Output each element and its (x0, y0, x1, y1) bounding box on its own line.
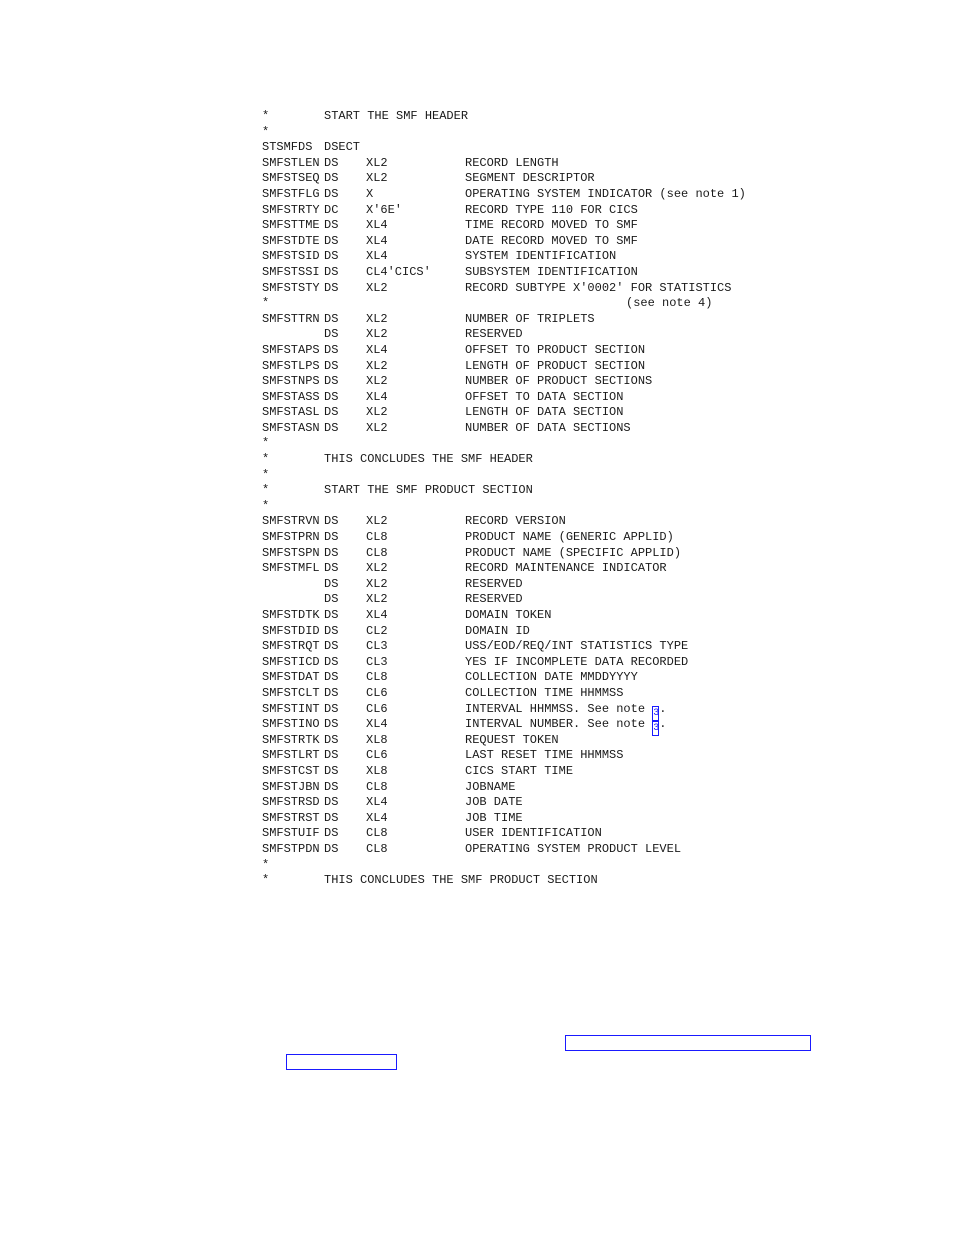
operand: XL4 (366, 218, 388, 233)
description-tail: . (659, 717, 667, 732)
operand: CL6 (366, 748, 388, 763)
field-description (465, 171, 595, 187)
operation-code: DS (324, 545, 339, 560)
field-label: SMFSTINO (262, 717, 320, 732)
operation-code: DS (324, 732, 339, 747)
operation-code: DS (324, 826, 339, 841)
operand: XL8 (366, 732, 388, 747)
operation-code: DS (324, 155, 339, 170)
field-description (465, 655, 688, 671)
operand: XL2 (366, 514, 388, 529)
field-description (465, 826, 602, 842)
description-text: LENGTH OF PRODUCT SECTION (465, 358, 646, 373)
operand: XL2 (366, 171, 388, 186)
note-reference-link[interactable]: 3 (653, 707, 660, 719)
description-text: DATE RECORD MOVED TO SMF (465, 233, 638, 248)
field-label: SMFSTSEQ (262, 171, 320, 186)
operand: CL8 (366, 826, 388, 841)
field-label: * (262, 124, 270, 139)
field-label: SMFSTTRN (262, 311, 320, 326)
operation-code: DS (324, 748, 339, 763)
operation-code: DS (324, 717, 339, 732)
comment-continuation: (see note 4) (626, 296, 713, 311)
operation-code: DS (324, 358, 339, 373)
operation-code: DS (324, 592, 339, 607)
field-label: STSMFDS (262, 140, 313, 155)
cross-reference-link-continuation[interactable] (286, 1054, 397, 1070)
field-label: SMFSTDID (262, 623, 320, 638)
operation-code: DS (324, 420, 339, 435)
operation-code: DS (324, 327, 339, 342)
field-label: SMFSTASS (262, 389, 320, 404)
field-label: SMFSTSTY (262, 280, 320, 295)
field-label: SMFSTLRT (262, 748, 320, 763)
field-label: SMFSTTME (262, 218, 320, 233)
operand: XL2 (366, 374, 388, 389)
field-label: * (262, 467, 270, 482)
description-text: USER IDENTIFICATION (465, 826, 602, 841)
comment-text: THIS CONCLUDES THE SMF HEADER (324, 452, 533, 467)
field-label: SMFSTPRN (262, 530, 320, 545)
field-label: SMFSTASN (262, 420, 320, 435)
description-text: RESERVED (465, 592, 523, 607)
field-description (465, 281, 731, 297)
operation-code: DS (324, 841, 339, 856)
operation-code: DS (324, 264, 339, 279)
description-text: SYSTEM IDENTIFICATION (465, 249, 617, 264)
description-text: OFFSET TO DATA SECTION (465, 389, 624, 404)
description-text: OPERATING SYSTEM INDICATOR (see note 1) (465, 186, 746, 201)
operand: CL3 (366, 639, 388, 654)
field-label: * (262, 436, 270, 451)
description-text: NUMBER OF PRODUCT SECTIONS (465, 374, 653, 389)
field-description (465, 390, 623, 406)
operand: X'6E' (366, 202, 403, 217)
description-text: RECORD SUBTYPE X'0002' FOR STATISTICS (465, 280, 732, 295)
operation-code: DS (324, 779, 339, 794)
field-label: SMFSTDAT (262, 670, 320, 685)
operation-code: DS (324, 670, 339, 685)
field-label: SMFSTSPN (262, 545, 320, 560)
cross-reference-link[interactable] (565, 1035, 811, 1051)
note-reference-link[interactable]: 3 (653, 723, 660, 735)
field-label: * (262, 857, 270, 872)
operation-code: DS (324, 218, 339, 233)
operand: XL2 (366, 155, 388, 170)
description-text: CICS START TIME (465, 763, 574, 778)
operand: XL2 (366, 420, 388, 435)
field-description (465, 374, 652, 390)
operand: CL6 (366, 701, 388, 716)
field-label: SMFSTLEN (262, 155, 320, 170)
field-description (465, 686, 623, 702)
field-description (465, 343, 645, 359)
field-label: SMFSTLPS (262, 358, 320, 373)
operand: XL2 (366, 311, 388, 326)
operation-code: DS (324, 311, 339, 326)
operand: XL4 (366, 233, 388, 248)
field-label: * (262, 483, 270, 498)
field-label: SMFSTRTK (262, 732, 320, 747)
field-label: SMFSTRTY (262, 202, 320, 217)
description-text: NUMBER OF DATA SECTIONS (465, 420, 631, 435)
field-description (465, 546, 681, 562)
field-description (465, 811, 523, 827)
operand: XL8 (366, 763, 388, 778)
field-label: * (262, 452, 270, 467)
operation-code: DS (324, 810, 339, 825)
field-description (465, 795, 523, 811)
description-text: DOMAIN ID (465, 623, 530, 638)
field-description (465, 748, 623, 764)
operand: XL4 (366, 717, 388, 732)
field-label: SMFSTFLG (262, 186, 320, 201)
field-description (465, 156, 559, 172)
description-text: REQUEST TOKEN (465, 732, 559, 747)
field-label: SMFSTSSI (262, 264, 320, 279)
field-label: * (262, 296, 270, 311)
operand: CL8 (366, 841, 388, 856)
description-text: OPERATING SYSTEM PRODUCT LEVEL (465, 841, 682, 856)
field-label: SMFSTNPS (262, 374, 320, 389)
operation-code: DS (324, 530, 339, 545)
description-text: JOBNAME (465, 779, 516, 794)
field-description (465, 187, 746, 203)
operation-code: DS (324, 685, 339, 700)
field-description (465, 327, 523, 343)
operand: CL2 (366, 623, 388, 638)
field-description (465, 764, 573, 780)
description-text: LENGTH OF DATA SECTION (465, 405, 624, 420)
description-text: PRODUCT NAME (GENERIC APPLID) (465, 530, 674, 545)
field-description (465, 312, 595, 328)
operation-code: DS (324, 623, 339, 638)
operand: XL4 (366, 342, 388, 357)
field-label: SMFSTJBN (262, 779, 320, 794)
field-description (465, 249, 616, 265)
operation-code: DS (324, 249, 339, 264)
operation-code: DS (324, 576, 339, 591)
operation-code: DS (324, 763, 339, 778)
operand: CL3 (366, 654, 388, 669)
operation-code: DS (324, 654, 339, 669)
operation-code: DS (324, 186, 339, 201)
operand: CL8 (366, 779, 388, 794)
description-text: JOB TIME (465, 810, 523, 825)
operation-code: DS (324, 342, 339, 357)
field-description (465, 265, 638, 281)
operand: XL2 (366, 280, 388, 295)
operand: XL4 (366, 389, 388, 404)
description-text: OFFSET TO PRODUCT SECTION (465, 342, 646, 357)
field-label: * (262, 498, 270, 513)
field-label: SMFSTCST (262, 763, 320, 778)
operand: XL4 (366, 249, 388, 264)
operand: XL4 (366, 795, 388, 810)
description-text: YES IF INCOMPLETE DATA RECORDED (465, 654, 689, 669)
comment-text: START THE SMF PRODUCT SECTION (324, 483, 533, 498)
operation-code: DS (324, 701, 339, 716)
description-text: COLLECTION DATE MMDDYYYY (465, 670, 638, 685)
operation-code: DS (324, 233, 339, 248)
description-text: USS/EOD/REQ/INT STATISTICS TYPE (465, 639, 689, 654)
field-label: SMFSTDTE (262, 233, 320, 248)
operand: XL2 (366, 405, 388, 420)
field-label: SMFSTPDN (262, 841, 320, 856)
field-label: SMFSTRST (262, 810, 320, 825)
description-text: PRODUCT NAME (SPECIFIC APPLID) (465, 545, 682, 560)
comment-text: THIS CONCLUDES THE SMF PRODUCT SECTION (324, 873, 598, 888)
description-tail: . (659, 701, 667, 716)
description-text: SEGMENT DESCRIPTOR (465, 171, 595, 186)
operation-code: DS (324, 514, 339, 529)
field-description (465, 624, 530, 640)
operand: XL2 (366, 358, 388, 373)
operand: CL8 (366, 670, 388, 685)
operation-code: DS (324, 171, 339, 186)
operation-code: DS (324, 795, 339, 810)
operand: XL4 (366, 608, 388, 622)
description-text: JOB DATE (465, 795, 523, 810)
field-description (465, 218, 638, 234)
field-label: SMFSTUIF (262, 826, 320, 841)
field-description (465, 203, 638, 219)
description-text: SUBSYSTEM IDENTIFICATION (465, 264, 638, 279)
field-description (465, 608, 551, 624)
field-label: SMFSTSID (262, 249, 320, 264)
field-description (465, 359, 645, 375)
operation-code: DS (324, 608, 339, 622)
operation-code: DS (324, 389, 339, 404)
field-label: SMFSTMFL (262, 561, 320, 576)
operand: XL2 (366, 327, 388, 342)
field-description (465, 639, 688, 655)
operand: CL8 (366, 530, 388, 545)
description-text: TIME RECORD MOVED TO SMF (465, 218, 638, 233)
comment-text: START THE SMF HEADER (324, 109, 469, 123)
field-description (465, 514, 566, 530)
field-description (465, 592, 523, 608)
description-text: COLLECTION TIME HHMMSS (465, 685, 624, 700)
field-label: * (262, 109, 270, 123)
description-text: LAST RESET TIME HHMMSS (465, 748, 624, 763)
operand: CL8 (366, 545, 388, 560)
field-description (465, 405, 623, 421)
operation-code: DC (324, 202, 339, 217)
field-label: SMFSTDTK (262, 608, 320, 622)
field-label: SMFSTRSD (262, 795, 320, 810)
operation-code: DS (324, 374, 339, 389)
field-description (465, 577, 523, 593)
field-description (465, 842, 681, 858)
operation-code: DS (324, 561, 339, 576)
field-label: * (262, 873, 270, 888)
field-description (465, 733, 559, 749)
operand: XL2 (366, 592, 388, 607)
field-description (465, 234, 638, 250)
field-description (465, 561, 667, 577)
description-text: RECORD VERSION (465, 514, 566, 529)
operand: XL4 (366, 810, 388, 825)
operand: CL4'CICS' (366, 264, 431, 279)
description-text: NUMBER OF TRIPLETS (465, 311, 595, 326)
field-description (465, 780, 515, 796)
description-text: RESERVED (465, 576, 523, 591)
field-label: SMFSTINT (262, 701, 320, 716)
field-label: SMFSTCLT (262, 685, 320, 700)
description-text: RECORD LENGTH (465, 155, 559, 170)
operand: X (366, 186, 374, 201)
description-text: RECORD TYPE 110 FOR CICS (465, 202, 638, 217)
description-text: RESERVED (465, 327, 523, 342)
field-description (465, 670, 638, 686)
field-label: SMFSTRVN (262, 514, 320, 529)
description-text: DOMAIN TOKEN (465, 608, 552, 622)
description-text: INTERVAL HHMMSS. See note (465, 701, 653, 716)
description-text: RECORD MAINTENANCE INDICATOR (465, 561, 667, 576)
operation-code: DS (324, 405, 339, 420)
operand: XL2 (366, 561, 388, 576)
field-label: SMFSTAPS (262, 342, 320, 357)
operand: CL6 (366, 685, 388, 700)
field-label: SMFSTICD (262, 654, 320, 669)
field-label: SMFSTASL (262, 405, 320, 420)
dsect-keyword: DSECT (324, 140, 361, 155)
field-label: SMFSTRQT (262, 639, 320, 654)
operand: XL2 (366, 576, 388, 591)
description-text: INTERVAL NUMBER. See note (465, 717, 653, 732)
operation-code: DS (324, 280, 339, 295)
field-description (465, 530, 674, 546)
operation-code: DS (324, 639, 339, 654)
field-description (465, 421, 631, 437)
